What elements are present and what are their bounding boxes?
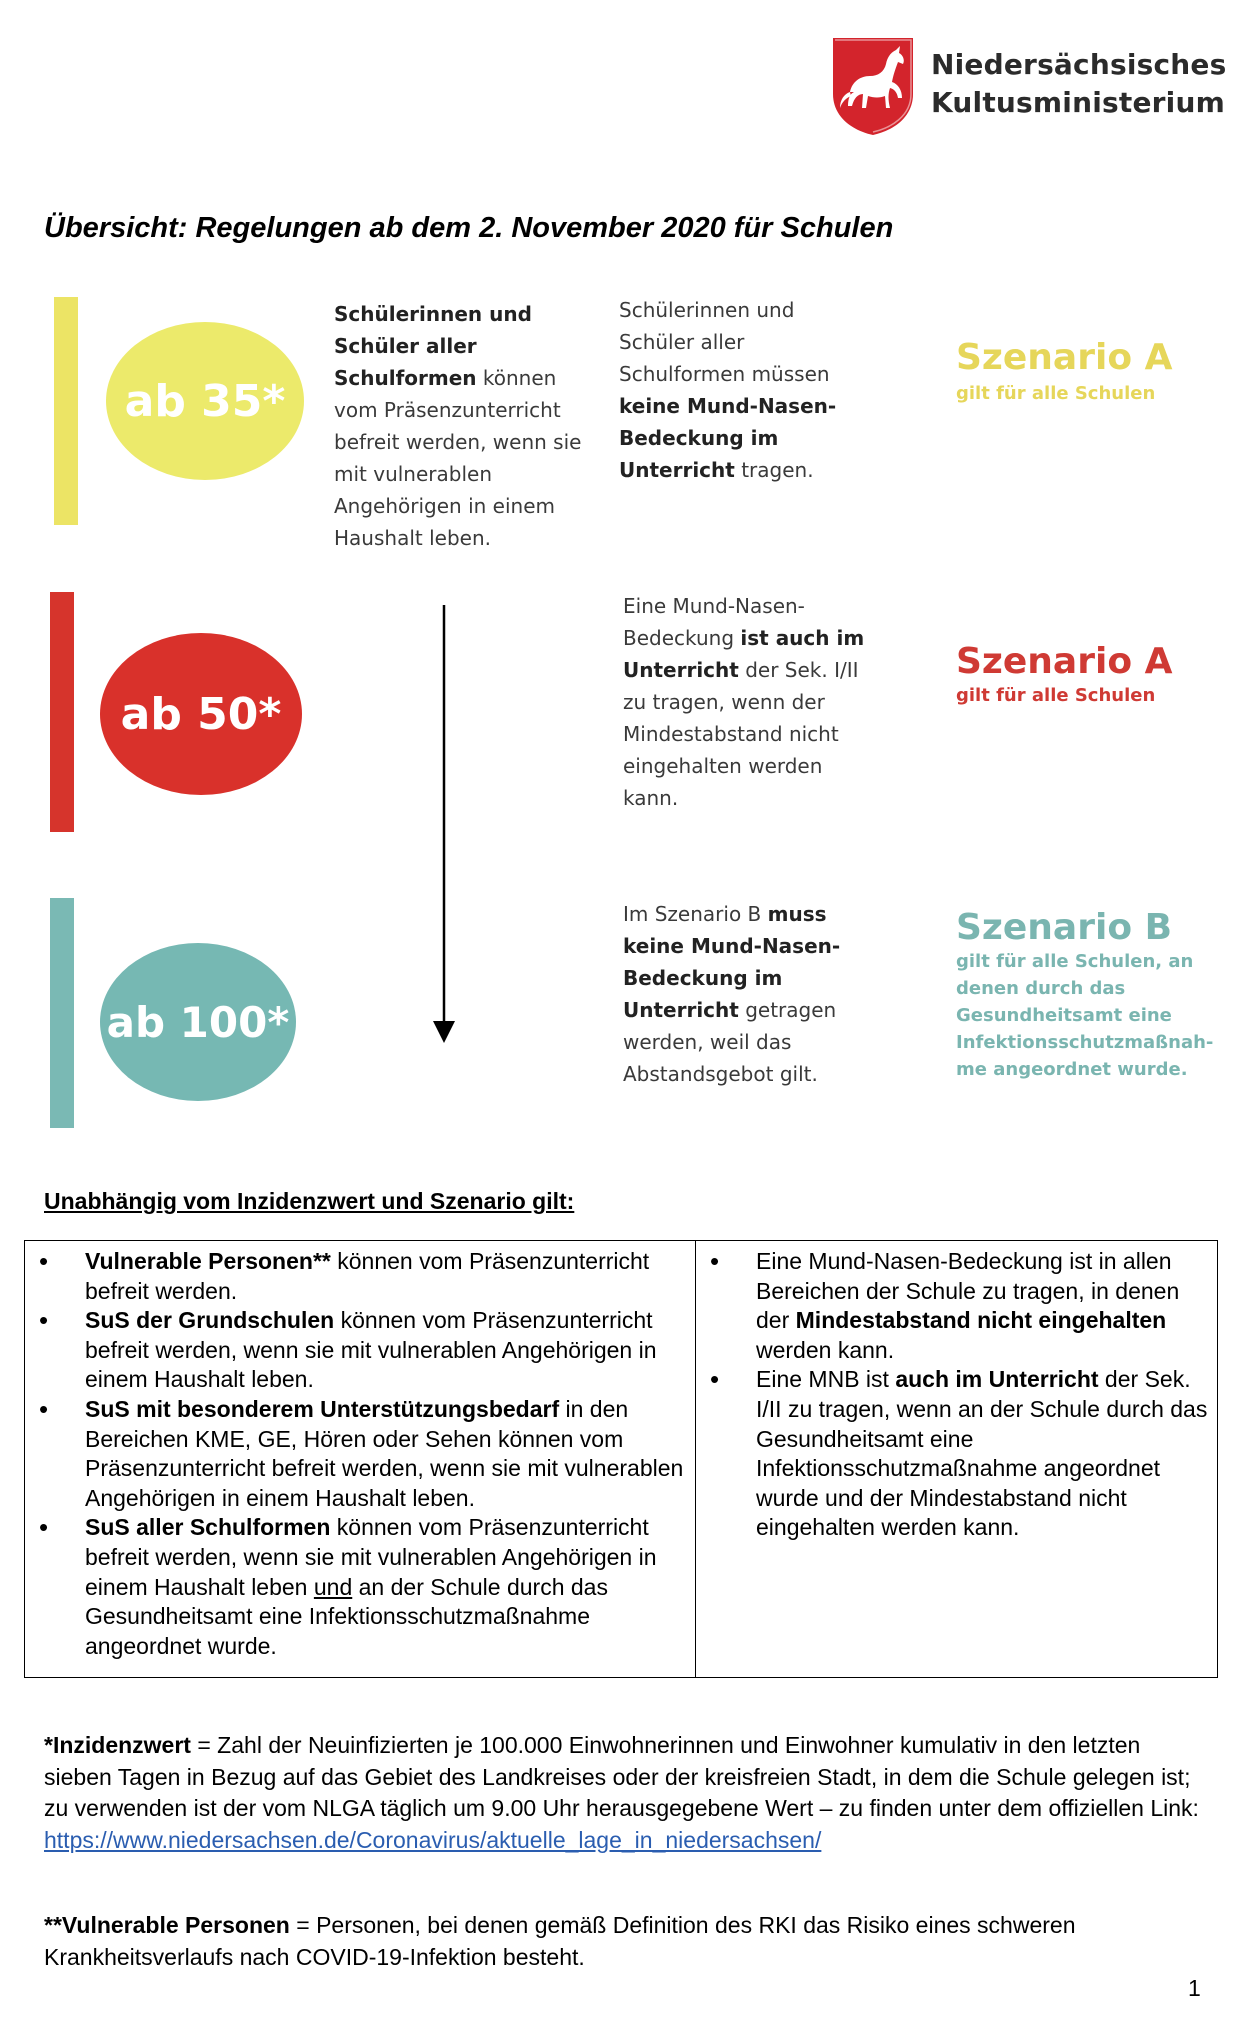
ministry-name-line2: Kultusministerium [931,86,1225,119]
ministry-name-line1: Niedersächsisches [931,48,1227,81]
list-item-bold: Vulnerable Personen** [85,1248,331,1274]
mask-text-35 [619,294,869,486]
page-title: Übersicht: Regelungen ab dem 2. November 2020 für Schulen [44,212,894,244]
scenario-title-100: Szenario B [956,907,1173,948]
mask-text-50-part1: Eine Mund-Nasen-Bedeckung [623,594,805,650]
incidence-badge-35-label: ab 35* [124,375,286,427]
incidence-badge-100-label: ab 100* [106,997,290,1047]
incidence-badge-50-label: ab 50* [120,688,282,740]
rules-heading: Unabhängig vom Inzidenzwert und Szenario gilt: [44,1188,575,1214]
list-item-text: können vom Präsenzunterricht befreit werden. [85,1248,650,1304]
mask-text-35-part2: tragen. [734,458,814,482]
list-item-text-after: der Sek. I/II zu tragen, wenn an der Schule durch das Gesundheitsamt eine Infektionsschutzmaßnahme angeordnet wurde und der Mindestabstand nicht eingehalten werden kann. [756,1366,1208,1541]
list-item-bold: auch im Unterricht [895,1366,1099,1393]
rules-column-exemptions [25,1241,696,1677]
incidence-badge-100 [100,943,296,1101]
saxon-horse-coat-of-arms-icon [830,36,916,136]
rules-table [24,1240,1218,1678]
mask-text-100-bold: muss keine Mund-Nasen-Bedeckung im Unterricht [623,902,841,1022]
footnote-vulnerable-text: = Personen, bei denen gemäß Definition des RKI das Risiko eines schweren Krankheitsverlaufs nach COVID-19-Infektion besteht. [44,1912,1076,1970]
exemption-text-35 [334,298,594,554]
list-item-bold: SuS der Grundschulen [85,1307,335,1334]
incidence-bar-50 [50,592,74,832]
list-item [25,1395,695,1513]
incidence-badge-50 [100,633,302,795]
incidence-bar-35 [54,297,78,525]
mask-rule-list [696,1247,1217,1543]
exemption-text-35-bold: Schülerinnen und Schüler aller Schulformen [334,302,532,390]
scenario-title-35: Szenario A [956,337,1173,378]
list-item-underlined: und [313,1573,353,1600]
list-item-bold: Mindestabstand nicht eingehalten [795,1307,1167,1334]
list-item [25,1306,695,1395]
list-item-bold: SuS aller Schulformen [85,1514,331,1541]
footnote-vulnerable [44,1910,1214,1973]
footnote-incidence-text: = Zahl der Neuinfizierten je 100.000 Einwohnerinnen und Einwohner kumulativ in den letzten sieben Tagen in Bezug auf das Gebiet des Landkreises oder der kreisfreien Stadt, in dem die Schule gelegen ist; zu verwenden ist der vom NLGA täglich um 9.00 Uhr herausgegebene Wert – zu finden unter dem offiziellen Link: [44,1732,1199,1821]
down-arrow-icon [432,605,456,1045]
footnote-vulnerable-term: **Vulnerable Personen [44,1912,290,1938]
mask-text-35-part1: Schülerinnen und Schüler aller Schulformen müssen [619,298,830,386]
list-item-text: können vom Präsenzunterricht befreit werden, wenn sie mit vulnerablen Angehörigen in einem Haushalt leben. [85,1307,657,1393]
scenario-subtitle-50: gilt für alle Schulen [956,685,1156,706]
list-item [696,1365,1217,1543]
footnote-incidence [44,1730,1214,1856]
exemption-list [25,1247,695,1661]
incidence-bar-100 [50,898,74,1128]
list-item-text: Eine MNB ist [756,1366,896,1393]
page-number: 1 [1188,1975,1201,2001]
ministry-name [931,46,1226,122]
scenario-title-50: Szenario A [956,641,1173,682]
footnote-incidence-term: *Inzidenzwert [44,1732,191,1758]
list-item-text: in den Bereichen KME, GE, Hören oder Sehen können vom Präsenzunterricht befreit werden, wenn sie mit vulnerablen Angehörigen in einem Haushalt leben. [85,1395,684,1511]
incidence-badge-35 [106,322,304,480]
mask-text-100-part1: Im Szenario B [623,902,768,926]
list-item-text: können vom Präsenzunterricht befreit werden, wenn sie mit vulnerablen Angehörigen in einem Haushalt leben [85,1514,657,1600]
exemption-text-35-rest: können vom Präsenzunterricht befreit werden, wenn sie mit vulnerablen Angehörigen in einem Haushalt leben. [334,366,582,550]
mask-text-50-bold: ist auch im Unterricht [623,626,865,682]
official-link[interactable]: https://www.niedersachsen.de/Coronavirus/aktuelle_lage_in_niedersachsen/ [44,1826,822,1853]
mask-text-100 [623,898,873,1090]
mask-text-50-part2: der Sek. I/II zu tragen, wenn der Mindestabstand nicht eingehalten werden kann. [623,658,859,810]
list-item-text-after: werden kann. [756,1336,895,1363]
scenario-subtitle-100: gilt für alle Schulen, an denen durch das Gesundheitsamt eine Infektionsschutzmaßnah-me angeordnet wurde. [956,951,1214,1080]
rules-column-masks [696,1241,1217,1677]
list-item [696,1247,1217,1365]
mask-text-35-bold: keine Mund-Nasen-Bedeckung im Unterricht [619,394,837,482]
list-item [25,1513,695,1661]
list-item-text: Eine Mund-Nasen-Bedeckung ist in allen Bereichen der Schule zu tragen, in denen der [756,1248,1180,1334]
list-item [25,1247,695,1306]
ministry-logo [830,36,1227,136]
list-item-bold: SuS mit besonderem Unterstützungsbedarf [85,1395,560,1422]
list-item-text-after: an der Schule durch das Gesundheitsamt eine Infektionsschutzmaßnahme angeordnet wurde. [85,1573,608,1659]
scenario-subtitle-35: gilt für alle Schulen [956,383,1156,404]
mask-text-100-part2: getragen werden, weil das Abstandsgebot gilt. [623,998,837,1086]
mask-text-50 [623,590,873,814]
